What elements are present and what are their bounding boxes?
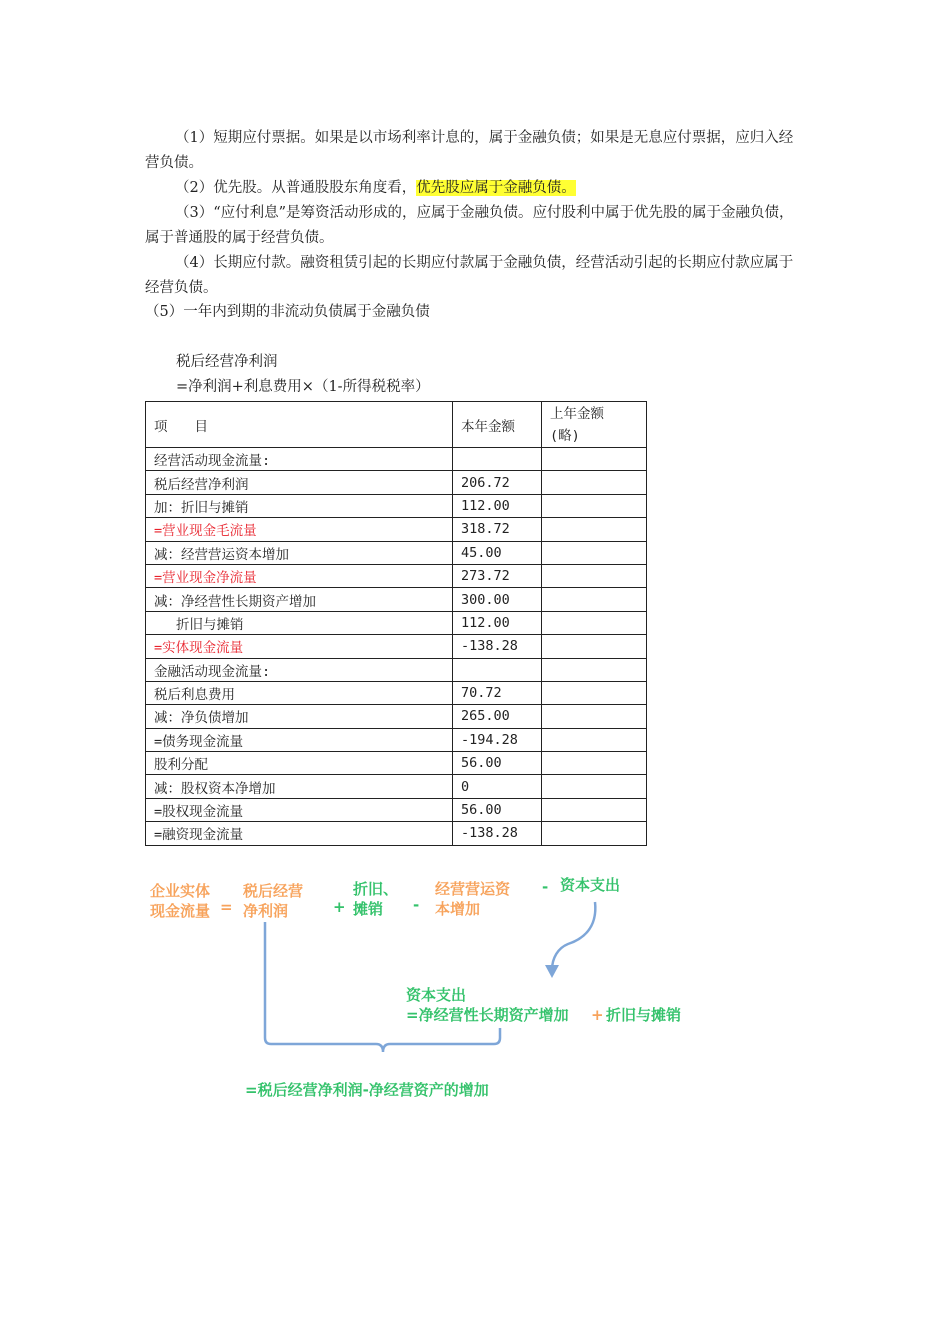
row-current-value: 56.00 [453, 798, 542, 821]
row-prior-value [542, 705, 647, 728]
arrow-head-icon [545, 965, 559, 978]
row-current-value: 0 [453, 775, 542, 798]
row-label: 折旧与摊销 [146, 611, 453, 634]
cash-flow-diagram [140, 870, 710, 1110]
row-prior-value [542, 658, 647, 681]
table-row [146, 822, 647, 845]
row-current-value [453, 448, 542, 471]
row-current-value: 206.72 [453, 471, 542, 494]
row-prior-value [542, 588, 647, 611]
header-prior-year-label: 上年金额 [550, 405, 604, 422]
working-capital-label-2: 本增加 [435, 900, 481, 918]
paragraph-2-prefix: （2）优先股。从普通股股东角度看， [175, 180, 417, 196]
capex-definition-plus: + [591, 1006, 604, 1024]
depreciation-label-1: 折旧、 [353, 880, 399, 898]
row-label: =融资现金流量 [146, 822, 453, 845]
row-label: 股利分配 [146, 752, 453, 775]
capex-definition-label-1: 资本支出 [406, 986, 467, 1004]
row-current-value: 70.72 [453, 681, 542, 704]
row-current-value: 112.00 [453, 494, 542, 517]
table-row [146, 752, 647, 775]
table-row [146, 728, 647, 751]
row-prior-value [542, 728, 647, 751]
table-row [146, 471, 647, 494]
table-row [146, 588, 647, 611]
row-current-value: 300.00 [453, 588, 542, 611]
row-label: 加：折旧与摊销 [146, 494, 453, 517]
table-header-row [146, 402, 647, 448]
row-prior-value [542, 518, 647, 541]
result-formula: =税后经营净利润-净经营资产的增加 [245, 1081, 489, 1099]
capex-definition-label-2: =净经营性长期资产增加 [406, 1006, 569, 1024]
row-prior-value [542, 611, 647, 634]
table-row [146, 681, 647, 704]
depreciation-label-2: 摊销 [353, 900, 384, 918]
nopat-label-1: 税后经营 [243, 882, 304, 900]
table-row [146, 658, 647, 681]
row-current-value: 112.00 [453, 611, 542, 634]
table-row [146, 611, 647, 634]
row-label: =实体现金流量 [146, 635, 453, 658]
table-row [146, 564, 647, 587]
row-label: 减：经营营运资本增加 [146, 541, 453, 564]
row-label: =债务现金流量 [146, 728, 453, 751]
row-label: 税后经营净利润 [146, 471, 453, 494]
paragraph-2 [145, 176, 805, 201]
row-label: 减：净负债增加 [146, 705, 453, 728]
row-current-value: 273.72 [453, 564, 542, 587]
row-current-value: -138.28 [453, 635, 542, 658]
table-row [146, 541, 647, 564]
curved-arrow-line [552, 902, 595, 970]
table-row [146, 705, 647, 728]
row-prior-value [542, 798, 647, 821]
capex-label: 资本支出 [560, 876, 621, 894]
minus-sign-2: - [542, 878, 549, 896]
header-current-year: 本年金额 [453, 402, 542, 448]
row-label: 减：净经营性长期资产增加 [146, 588, 453, 611]
table-row [146, 494, 647, 517]
paragraph-4: （4）长期应付款。融资租赁引起的长期应付款属于金融负债，经营活动引起的长期应付款应属于经营负债。 [145, 255, 794, 296]
header-prior-year-note: (略) [550, 427, 580, 444]
header-item: 项 目 [146, 402, 453, 448]
plus-sign: + [333, 898, 346, 916]
equals-sign: = [220, 898, 233, 916]
row-current-value: -138.28 [453, 822, 542, 845]
row-current-value: -194.28 [453, 728, 542, 751]
row-current-value: 56.00 [453, 752, 542, 775]
paragraph-3: （3）“应付利息”是筹资活动形成的，应属于金融负债。应付股利中属于优先股的属于金融负债，属于普通股的属于经营负债。 [145, 205, 794, 246]
working-capital-label-1: 经营营运资 [435, 880, 511, 898]
row-label: 经营活动现金流量: [146, 448, 453, 471]
row-label: 金融活动现金流量: [146, 658, 453, 681]
row-label: 税后利息费用 [146, 681, 453, 704]
row-label: 减：股权资本净增加 [146, 775, 453, 798]
table-row [146, 798, 647, 821]
formula-line-1: 税后经营净利润 [176, 354, 278, 370]
row-prior-value [542, 775, 647, 798]
capex-definition-label-3: 折旧与摊销 [606, 1006, 682, 1024]
formula-line-2: =净利润+利息费用×（1-所得税税率） [176, 379, 430, 395]
row-prior-value [542, 681, 647, 704]
row-prior-value [542, 822, 647, 845]
row-current-value: 318.72 [453, 518, 542, 541]
row-label: =营业现金净流量 [146, 564, 453, 587]
row-label: =股权现金流量 [146, 798, 453, 821]
paragraph-5: （5）一年内到期的非流动负债属于金融负债 [145, 304, 430, 320]
entity-cf-label-2: 现金流量 [150, 902, 211, 920]
row-prior-value [542, 564, 647, 587]
highlighted-text: 优先股应属于金融负债。 [416, 180, 576, 196]
table-row [146, 775, 647, 798]
paragraph-1: （1）短期应付票据。如果是以市场利率计息的，属于金融负债；如果是无息应付票据，应归入经营负债。 [145, 130, 794, 171]
row-label: =营业现金毛流量 [146, 518, 453, 541]
table-row [146, 518, 647, 541]
row-current-value [453, 658, 542, 681]
row-prior-value [542, 471, 647, 494]
entity-cf-label-1: 企业实体 [150, 882, 211, 900]
minus-sign-1: - [413, 896, 420, 914]
row-prior-value [542, 635, 647, 658]
row-current-value: 45.00 [453, 541, 542, 564]
cash-flow-table [145, 401, 647, 846]
row-prior-value [542, 541, 647, 564]
table-row [146, 448, 647, 471]
header-prior-year [542, 402, 647, 448]
nopat-label-2: 净利润 [243, 902, 289, 920]
row-prior-value [542, 448, 647, 471]
table-row [146, 635, 647, 658]
row-prior-value [542, 752, 647, 775]
row-current-value: 265.00 [453, 705, 542, 728]
row-prior-value [542, 494, 647, 517]
